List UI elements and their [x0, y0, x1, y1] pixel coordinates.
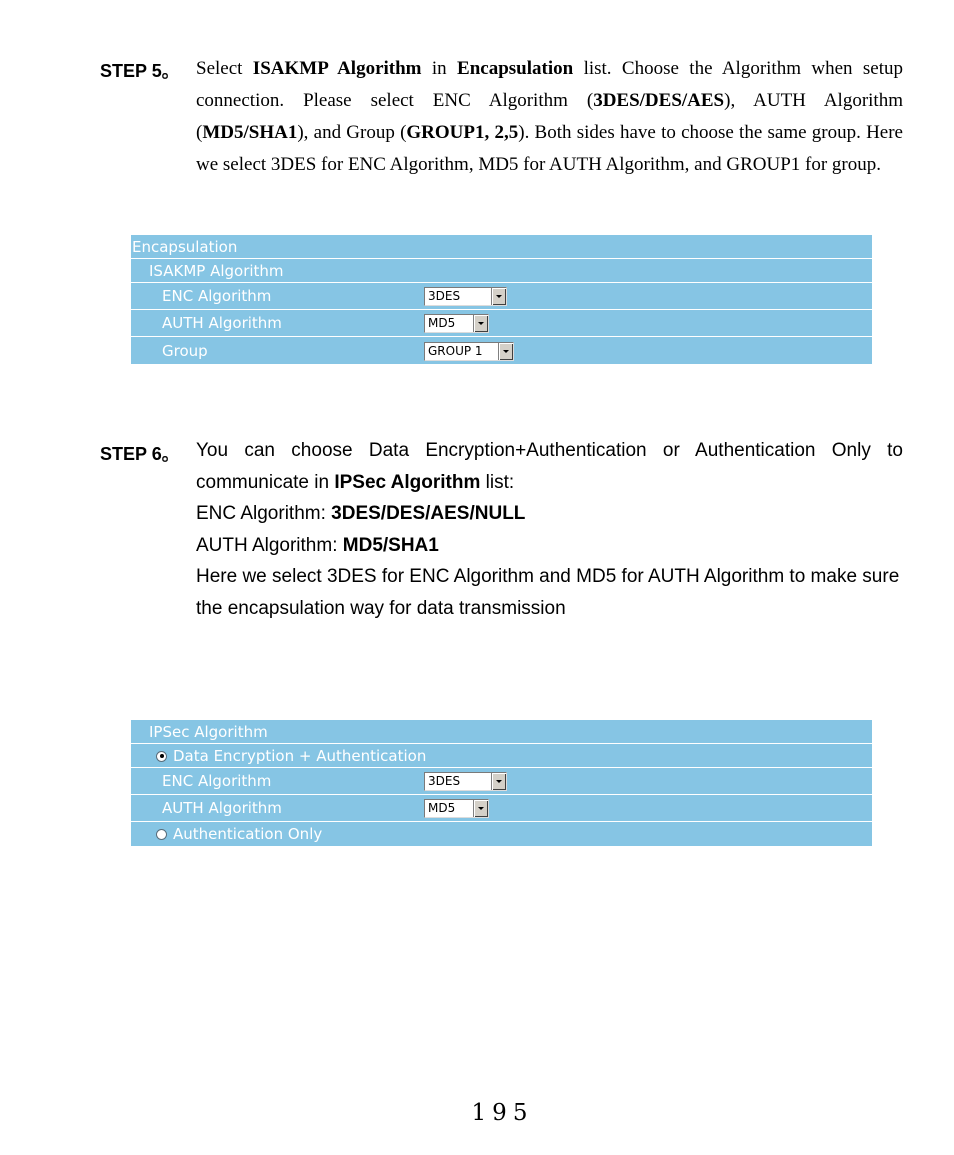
isakmp-group-select[interactable]	[424, 342, 514, 361]
ipsec-enc-value: 3DES	[428, 774, 461, 788]
isakmp-auth-label: AUTH Algorithm	[162, 314, 282, 332]
isakmp-group-row	[131, 337, 872, 364]
isakmp-group-label: Group	[162, 341, 208, 360]
step-6-auth-line: AUTH Algorithm: MD5/SHA1	[196, 534, 439, 556]
encapsulation-panel	[131, 235, 872, 364]
isakmp-auth-value: MD5	[428, 316, 456, 330]
isakmp-group-value: GROUP 1	[428, 343, 483, 358]
enc-auth-radio[interactable]	[156, 751, 167, 762]
ipsec-auth-value: MD5	[428, 801, 456, 815]
encapsulation-header: Encapsulation	[132, 237, 238, 256]
ipsec-enc-select[interactable]	[424, 772, 507, 791]
isakmp-enc-row	[131, 283, 872, 310]
step-5-label: STEP 5。	[100, 61, 180, 81]
chevron-down-icon[interactable]	[473, 315, 488, 332]
ipsec-algorithm-header: IPSec Algorithm	[149, 722, 268, 741]
ipsec-enc-label: ENC Algorithm	[162, 772, 272, 790]
encapsulation-header-row	[131, 235, 872, 259]
ipsec-option-auth-only-row[interactable]	[131, 822, 872, 846]
isakmp-enc-label: ENC Algorithm	[162, 287, 272, 305]
ipsec-auth-label: AUTH Algorithm	[162, 799, 282, 817]
ipsec-auth-row	[131, 795, 872, 822]
auth-only-radio[interactable]	[156, 829, 167, 840]
step-6-label: STEP 6。	[100, 444, 180, 464]
ipsec-panel	[131, 720, 872, 846]
isakmp-auth-row	[131, 310, 872, 337]
isakmp-enc-value: 3DES	[428, 289, 461, 303]
chevron-down-icon[interactable]	[473, 800, 488, 817]
chevron-down-icon[interactable]	[491, 773, 506, 790]
isakmp-auth-select[interactable]	[424, 314, 489, 333]
ipsec-header-row	[131, 720, 872, 744]
step-5-text: Select ISAKMP Algorithm in Encapsulation list. Choose the Algorithm when setup connection. Please select ENC Algorithm (3DES/DES/AES), AUTH Algorithm (MD5/SHA1), and Group (GROUP1, 2,5). Both sides have to choose the same group. Here we select 3DES for ENC Algorithm, MD5 for AUTH Algorithm, and GROUP1 for group.	[196, 58, 903, 175]
step-6-enc-line: ENC Algorithm: 3DES/DES/AES/NULL	[196, 503, 526, 524]
page-number: 195	[471, 1100, 534, 1126]
ipsec-auth-select[interactable]	[424, 799, 489, 818]
chevron-down-icon[interactable]	[491, 288, 506, 305]
step-6-closing: Here we select 3DES for ENC Algorithm and MD5 for AUTH Algorithm to make sure the encapsulation way for data transmission	[196, 566, 900, 619]
step-6-text: You can choose Data Encryption+Authentication or Authentication Only to communicate in IPSec Algorithm list: ENC Algorithm: 3DES/DES/AES/NULL AUTH Algorithm: MD5/SHA1 Here we select 3DES for ENC Algorithm and MD5 for AUTH Algorithm to make sure the encapsulation way for data transmission	[196, 435, 903, 624]
isakmp-subheader-row	[131, 259, 872, 283]
ipsec-option-enc-auth-row[interactable]	[131, 744, 872, 768]
isakmp-algorithm-subheader: ISAKMP Algorithm	[149, 261, 284, 280]
chevron-down-icon[interactable]	[498, 343, 513, 360]
enc-auth-option-label: Data Encryption + Authentication	[173, 746, 427, 765]
auth-only-option-label: Authentication Only	[173, 825, 323, 843]
isakmp-enc-select[interactable]	[424, 287, 507, 306]
ipsec-enc-row	[131, 768, 872, 795]
